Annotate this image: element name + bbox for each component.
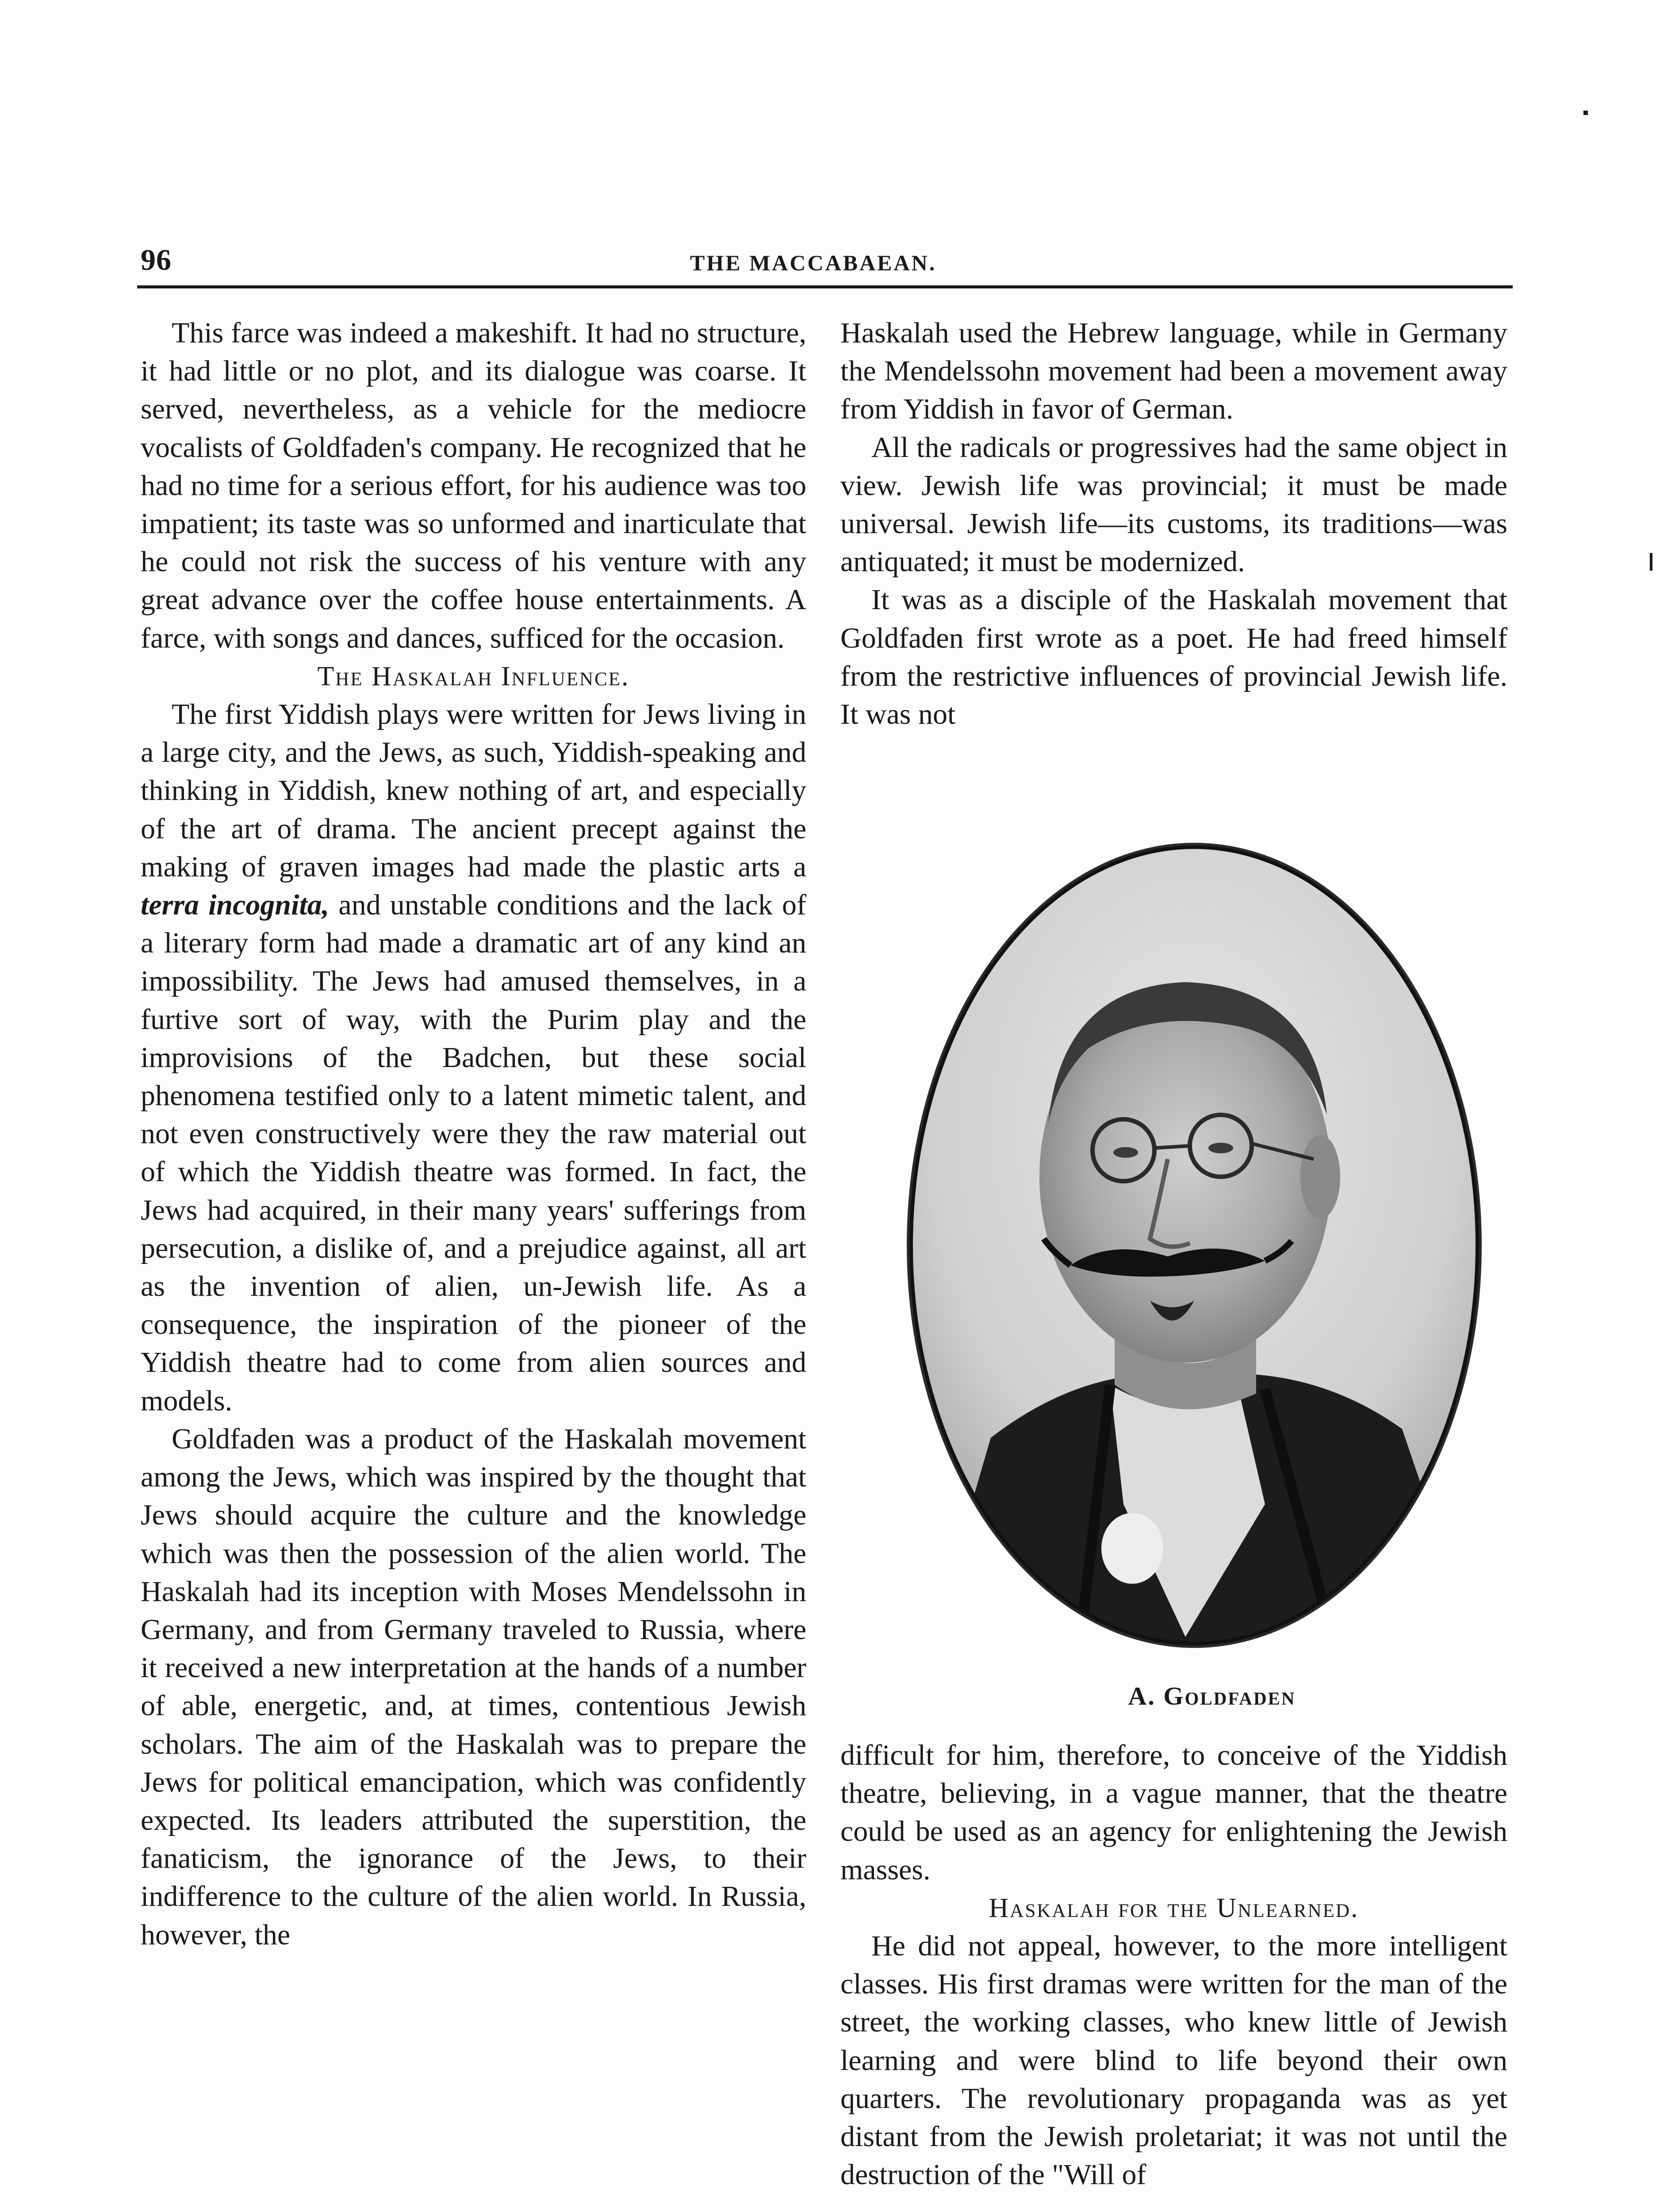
paragraph: He did not appeal, however, to the more intelligent classes. His first dramas were written for the man of the street, the working classes, who knew little of Jewish learning and were blind to life beyond their own quarters. The revolutionary propaganda was as yet distant from the Jewish proletariat; it was not until the destruction of the "Will of — [840, 1930, 1507, 2191]
right-column-bottom — [840, 1736, 1507, 2194]
scan-speck — [1650, 553, 1652, 571]
section-heading: The Haskalah Influence. — [317, 661, 630, 691]
portrait-image — [902, 841, 1486, 1650]
section-heading: Haskalah for the Unlearned. — [989, 1893, 1359, 1923]
paragraph: All the radicals or progressives had the same object in view. Jewish life was provincial; it must be made universal. Jewish life—its customs, its traditions—was antiquated; it must be modernized. — [840, 431, 1507, 578]
paragraph: It was as a disciple of the Haskalah movement that Goldfaden first wrote as a poet. He had freed himself from the restrictive influences of provincial Jewish life. It was not — [840, 584, 1507, 731]
portrait-photo — [902, 841, 1486, 1650]
paragraph-text: The first Yiddish plays were written for Jews living in a large city, and the Jews, as such, Yiddish-speaking and thinking in Yiddish, knew nothing of art, and especially of the art of drama. The ancient precept against the making of graven images had made the plastic arts a — [141, 698, 806, 883]
running-title: THE MACCABAEAN. — [690, 250, 937, 275]
page-number: 96 — [141, 243, 172, 276]
portrait-caption: A. Goldfaden — [1128, 1682, 1296, 1710]
paragraph: difficult for him, therefore, to conceive of the Yiddish theatre, believing, in a vague manner, that the theatre could be used as an agency for enlightening the Jewish masses. — [840, 1739, 1507, 1886]
paragraph: This farce was indeed a makeshift. It had no structure, it had little or no plot, and its dialogue was coarse. It served, nevertheless, as a vehicle for the mediocre vocalists of Goldfaden's company. He recognized that he had no time for a serious effort, for his audience was too impatient; its taste was so unformed and inarticulate that he could not risk the success of his venture with any great advance over the coffee house entertainments. A farce, with songs and dances, sufficed for the occasion. — [141, 317, 806, 654]
right-column-top — [840, 314, 1507, 733]
paragraph — [141, 695, 806, 1420]
paragraph-text: and unstable conditions and the lack of a literary form had made a dramatic art of any kind an impossibility. The Jews had amused themselves, in a furtive sort of way, with the Purim play and the improvisions of the Badchen, but these social phenomena testified only to a latent mimetic talent, and not even constructively were they the raw material out of which the Yiddish theatre was formed. In fact, the Jews had acquired, in their many years' sufferings from persecution, a dislike of, and a prejudice against, all art as the invention of alien, un-Jewish life. As a consequence, the inspiration of the pioneer of the Yiddish theatre had to come from alien sources and models. — [141, 889, 806, 1417]
scan-speck — [1583, 111, 1588, 115]
left-column — [141, 314, 806, 1954]
paragraph: Goldfaden was a product of the Haskalah movement among the Jews, which was inspired by the thought that Jews should acquire the culture and the knowledge which was then the possession of the alien world. The Haskalah had its inception with Moses Mendelssohn in Germany, and from Germany traveled to Russia, where it received a new interpretation at the hands of a number of able, energetic, and, at times, contentious Jewish scholars. The aim of the Haskalah was to prepare the Jews for political emancipation, which was confidently expected. Its leaders attributed the superstition, the fanaticism, the ignorance of the Jews, to their indifference to the culture of the alien world. In Russia, however, the — [141, 1422, 806, 1951]
italic-phrase: terra incognita, — [141, 889, 330, 922]
paragraph: Haskalah used the Hebrew language, while in Germany the Mendelssohn movement had been a movement away from Yiddish in favor of German. — [840, 317, 1507, 426]
header-rule — [137, 285, 1513, 288]
